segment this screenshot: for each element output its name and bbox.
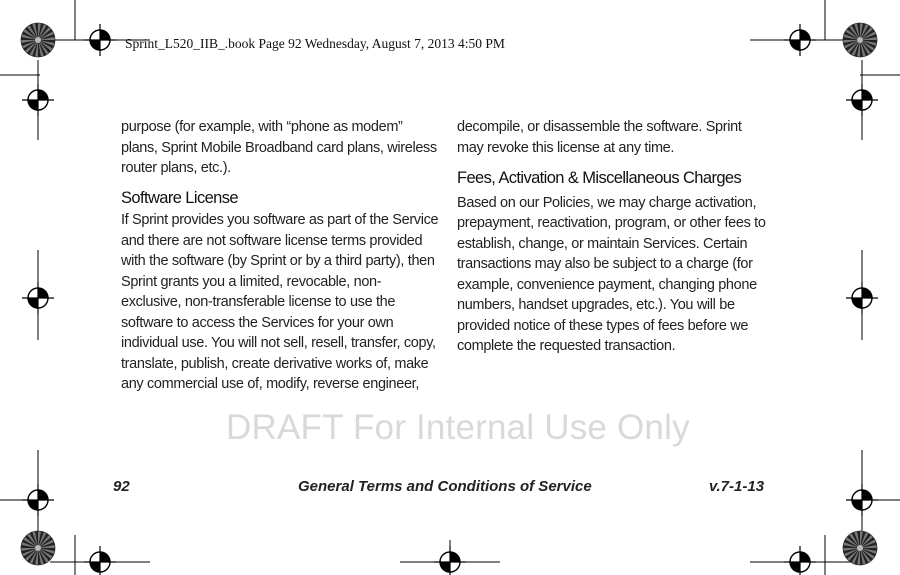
registration-mark-icon: [784, 546, 816, 575]
registration-mark-icon: [22, 84, 54, 116]
registration-mark-icon: [846, 282, 878, 314]
software-license-body: If Sprint provides you software as part of the Service and there are not software license terms provided with the software (by Sprint or by a third party), then Sprint grants you a limited, revocable, non-exclusive, non-transferable license to use the software to access the Services for your own individual use. You will not sell, resell, transfer, copy, translate, publish, create derivative works of, make any commercial use of, modify, reverse engineer,: [121, 212, 439, 392]
footer-version: v.7-1-13: [709, 478, 765, 495]
registration-mark-icon: [22, 282, 54, 314]
footer-page-number: 92: [113, 478, 130, 495]
software-license-heading: Software License: [121, 188, 238, 207]
intro-paragraph: purpose (for example, with “phone as modem” plans, Sprint Mobile Broadband card plans, wireless router plans, etc.).: [121, 119, 437, 176]
fees-body: Based on our Policies, we may charge activation, prepayment, reactivation, program, or other fees to establish, change, or maintain Services. Certain transactions may also be subject to a charge (for example, convenience payment, changing phone numbers, handset upgrades, etc.). You will be provided notice of these types of fees before we complete the requested transaction.: [457, 194, 766, 354]
registration-mark-icon: [784, 24, 816, 56]
fees-heading: Fees, Activation & Miscellaneous Charges: [457, 169, 742, 187]
starburst-mark-icon: [21, 23, 55, 57]
continued-paragraph: decompile, or disassemble the software. Sprint may revoke this license at any time.: [457, 119, 742, 156]
registration-mark-icon: [22, 484, 54, 516]
starburst-mark-icon: [843, 23, 877, 57]
right-column: [457, 117, 769, 357]
starburst-mark-icon: [843, 531, 877, 565]
registration-mark-icon: [846, 84, 878, 116]
footer-title: General Terms and Conditions of Service: [298, 478, 592, 495]
registration-mark-icon: [84, 24, 116, 56]
left-column: [121, 117, 439, 395]
draft-watermark: DRAFT For Internal Use Only: [226, 408, 690, 447]
starburst-mark-icon: [21, 531, 55, 565]
registration-mark-icon: [846, 484, 878, 516]
registration-mark-icon: [84, 546, 116, 575]
book-header: Sprint_L520_IIB_.book Page 92 Wednesday, August 7, 2013 4:50 PM: [125, 36, 505, 51]
registration-mark-icon: [434, 546, 466, 575]
